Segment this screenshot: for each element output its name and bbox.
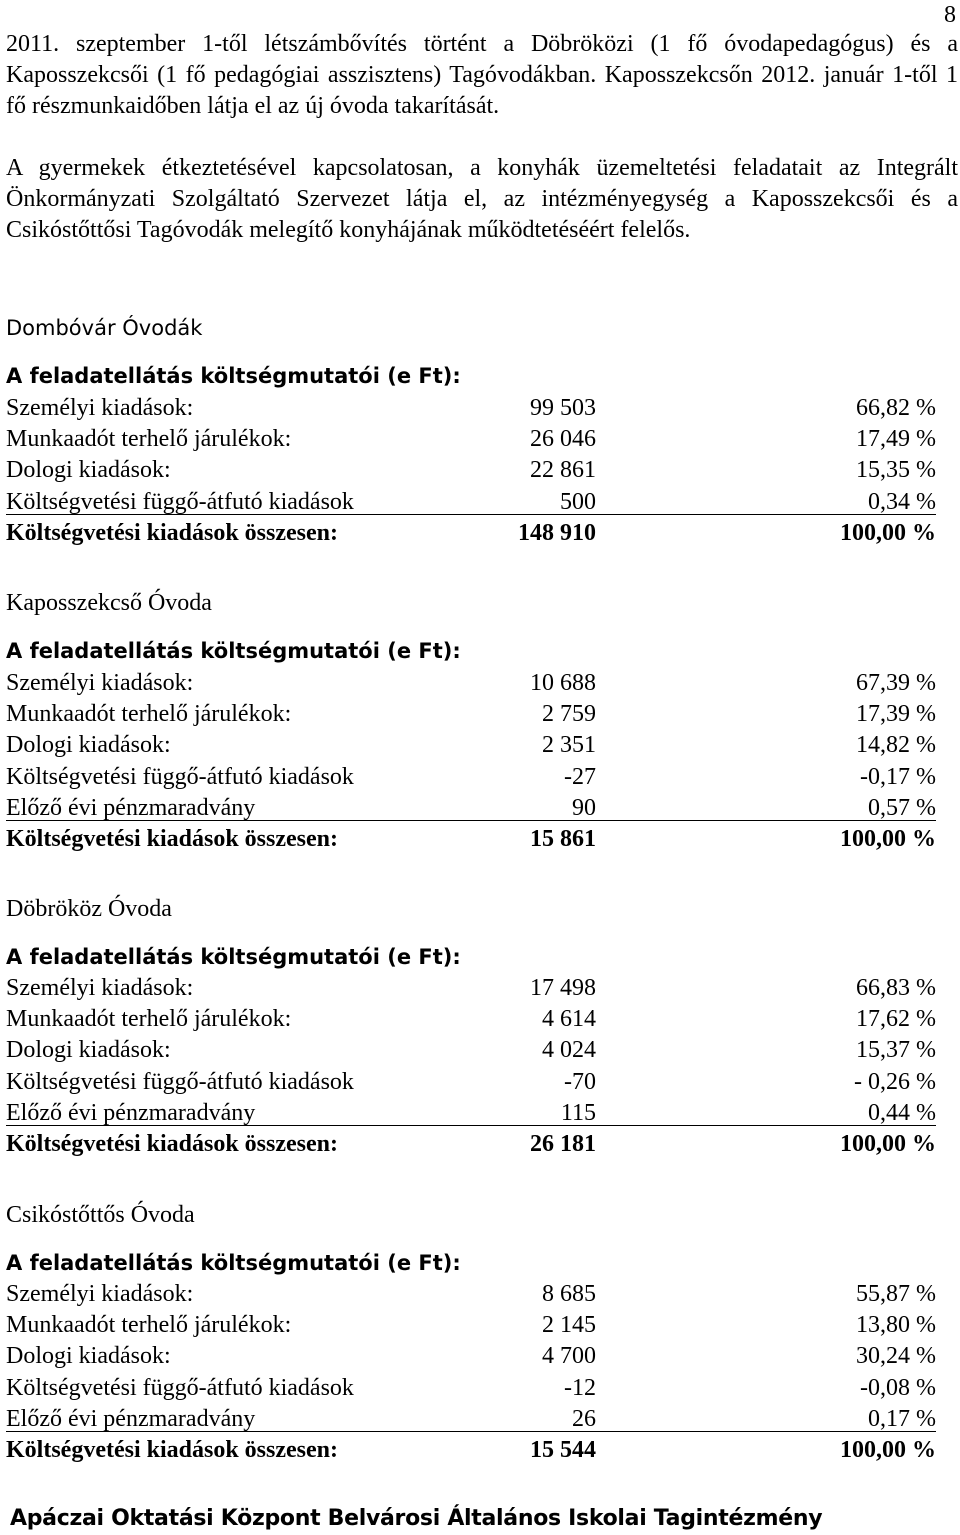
total-row — [6, 1435, 936, 1466]
row-label: Előző évi pénzmaradvány — [6, 794, 256, 821]
cost-row — [6, 1373, 936, 1404]
cost-row — [6, 1341, 936, 1372]
section-caption-kaposszekcso: A feladatellátás költségmutatói (e Ft): — [6, 639, 461, 663]
row-amount: 17 498 — [530, 975, 596, 1001]
section-title-kaposszekcso: Kaposszekcső Óvoda — [6, 590, 212, 616]
row-percent: 13,80 % — [856, 1312, 936, 1339]
cost-table-csikostottos — [6, 1279, 936, 1466]
row-percent: 0,17 % — [868, 1405, 936, 1432]
row-percent: 15,37 % — [856, 1037, 936, 1064]
row-amount: -12 — [564, 1374, 596, 1401]
section-caption-csikostottos: A feladatellátás költségmutatói (e Ft): — [6, 1251, 461, 1275]
row-percent: 14,82 % — [856, 732, 936, 759]
row-amount: 90 — [572, 794, 596, 821]
row-percent: -0,17 % — [860, 763, 936, 790]
total-percent: 100,00 % — [840, 825, 936, 852]
row-label: Munkaadót terhelő járulékok: — [6, 1312, 292, 1339]
row-percent: - 0,26 % — [854, 1068, 936, 1095]
row-percent: 66,82 % — [856, 395, 936, 421]
row-percent: 17,49 % — [856, 426, 936, 453]
row-amount: -70 — [564, 1068, 596, 1095]
row-amount: 115 — [560, 1099, 596, 1126]
row-label: Költségvetési függő-átfutó kiadások — [6, 1374, 354, 1401]
row-amount: 500 — [560, 488, 596, 515]
row-amount: 2 759 — [542, 701, 596, 728]
total-label: Költségvetési kiadások összesen: — [6, 519, 338, 546]
next-section-heading: Apáczai Oktatási Központ Belvárosi Általános Iskolai Tagintézmény — [10, 1506, 823, 1531]
row-label: Dologi kiadások: — [6, 457, 171, 484]
intro-paragraph-staffing: 2011. szeptember 1-től létszámbővítés történt a Döbröközi (1 fő óvodapedagógus) és a Kaposszekcsői (1 fő pedagógiai asszisztens) Tagóvodákban. Kaposszekcsőn 2012. január 1-től 1 fő részmunkaidőben látja el az új óvoda takarítását. — [6, 31, 958, 119]
cost-row — [6, 393, 936, 424]
row-percent: 67,39 % — [856, 670, 936, 696]
row-percent: 17,62 % — [856, 1006, 936, 1033]
row-percent: 15,35 % — [856, 457, 936, 484]
cost-table-dobrokoz — [6, 973, 936, 1160]
row-label: Dologi kiadások: — [6, 732, 171, 759]
row-amount: 99 503 — [530, 395, 596, 421]
row-label: Munkaadót terhelő járulékok: — [6, 701, 292, 728]
cost-row — [6, 1279, 936, 1310]
row-amount: 2 145 — [542, 1312, 596, 1339]
cost-row — [6, 1098, 936, 1129]
row-label: Előző évi pénzmaradvány — [6, 1405, 256, 1432]
row-label: Személyi kiadások: — [6, 395, 194, 421]
total-row — [6, 824, 936, 855]
cost-table-dombovar — [6, 393, 936, 549]
row-percent: -0,08 % — [860, 1374, 936, 1401]
row-amount: 26 046 — [530, 426, 596, 453]
row-percent: 0,44 % — [868, 1099, 936, 1126]
row-label: Költségvetési függő-átfutó kiadások — [6, 763, 354, 790]
total-row — [6, 518, 936, 549]
row-amount: 10 688 — [530, 670, 596, 696]
row-label: Költségvetési függő-átfutó kiadások — [6, 488, 354, 515]
row-percent: 66,83 % — [856, 975, 936, 1001]
row-amount: 8 685 — [542, 1281, 596, 1307]
cost-row — [6, 455, 936, 486]
cost-row — [6, 424, 936, 455]
row-amount: 2 351 — [542, 732, 596, 759]
total-label: Költségvetési kiadások összesen: — [6, 1130, 338, 1157]
cost-row — [6, 762, 936, 793]
total-row — [6, 1129, 936, 1160]
row-label: Személyi kiadások: — [6, 975, 194, 1001]
cost-row — [6, 1035, 936, 1066]
section-title-dobrokoz: Döbrököz Óvoda — [6, 896, 172, 922]
section-caption-dombovar: A feladatellátás költségmutatói (e Ft): — [6, 364, 461, 388]
cost-row — [6, 793, 936, 824]
row-label: Költségvetési függő-átfutó kiadások — [6, 1068, 354, 1095]
cost-row — [6, 1310, 936, 1341]
total-label: Költségvetési kiadások összesen: — [6, 1436, 338, 1463]
row-amount: 4 700 — [542, 1343, 596, 1370]
row-percent: 55,87 % — [856, 1281, 936, 1307]
row-amount: 4 024 — [542, 1037, 596, 1064]
total-amount: 148 910 — [518, 519, 596, 546]
total-amount: 26 181 — [530, 1130, 596, 1157]
total-amount: 15 544 — [530, 1436, 596, 1463]
row-label: Munkaadót terhelő járulékok: — [6, 426, 292, 453]
row-amount: 4 614 — [542, 1006, 596, 1033]
total-label: Költségvetési kiadások összesen: — [6, 825, 338, 852]
row-label: Személyi kiadások: — [6, 670, 194, 696]
section-title-csikostottos: Csikóstőttős Óvoda — [6, 1202, 195, 1228]
row-label: Előző évi pénzmaradvány — [6, 1099, 256, 1126]
total-amount: 15 861 — [530, 825, 596, 852]
cost-row — [6, 699, 936, 730]
total-percent: 100,00 % — [840, 519, 936, 546]
row-amount: 22 861 — [530, 457, 596, 484]
cost-row — [6, 730, 936, 761]
row-percent: 0,34 % — [868, 488, 936, 515]
row-label: Munkaadót terhelő járulékok: — [6, 1006, 292, 1033]
row-percent: 17,39 % — [856, 701, 936, 728]
section-caption-dobrokoz: A feladatellátás költségmutatói (e Ft): — [6, 945, 461, 969]
page-number: 8 — [944, 2, 956, 28]
total-percent: 100,00 % — [840, 1130, 936, 1157]
row-label: Személyi kiadások: — [6, 1281, 194, 1307]
cost-row — [6, 487, 936, 518]
row-percent: 30,24 % — [856, 1343, 936, 1370]
cost-row — [6, 1067, 936, 1098]
cost-row — [6, 1404, 936, 1435]
row-label: Dologi kiadások: — [6, 1343, 171, 1370]
row-label: Dologi kiadások: — [6, 1037, 171, 1064]
row-amount: -27 — [564, 763, 596, 790]
cost-row — [6, 1004, 936, 1035]
cost-row — [6, 668, 936, 699]
intro-paragraph-catering: A gyermekek étkeztetésével kapcsolatosan, a konyhák üzemeltetési feladatait az Integrált Önkormányzati Szolgáltató Szervezet látja el, az intézményegység a Kaposszekcsői és a Csikóstőttősi Tagóvodák melegítő konyhájának működtetéséért felelős. — [6, 155, 958, 243]
row-percent: 0,57 % — [868, 794, 936, 821]
cost-row — [6, 973, 936, 1004]
section-title-dombovar: Dombóvár Óvodák — [6, 316, 203, 340]
cost-table-kaposszekcso — [6, 668, 936, 855]
row-amount: 26 — [572, 1405, 596, 1432]
total-percent: 100,00 % — [840, 1436, 936, 1463]
